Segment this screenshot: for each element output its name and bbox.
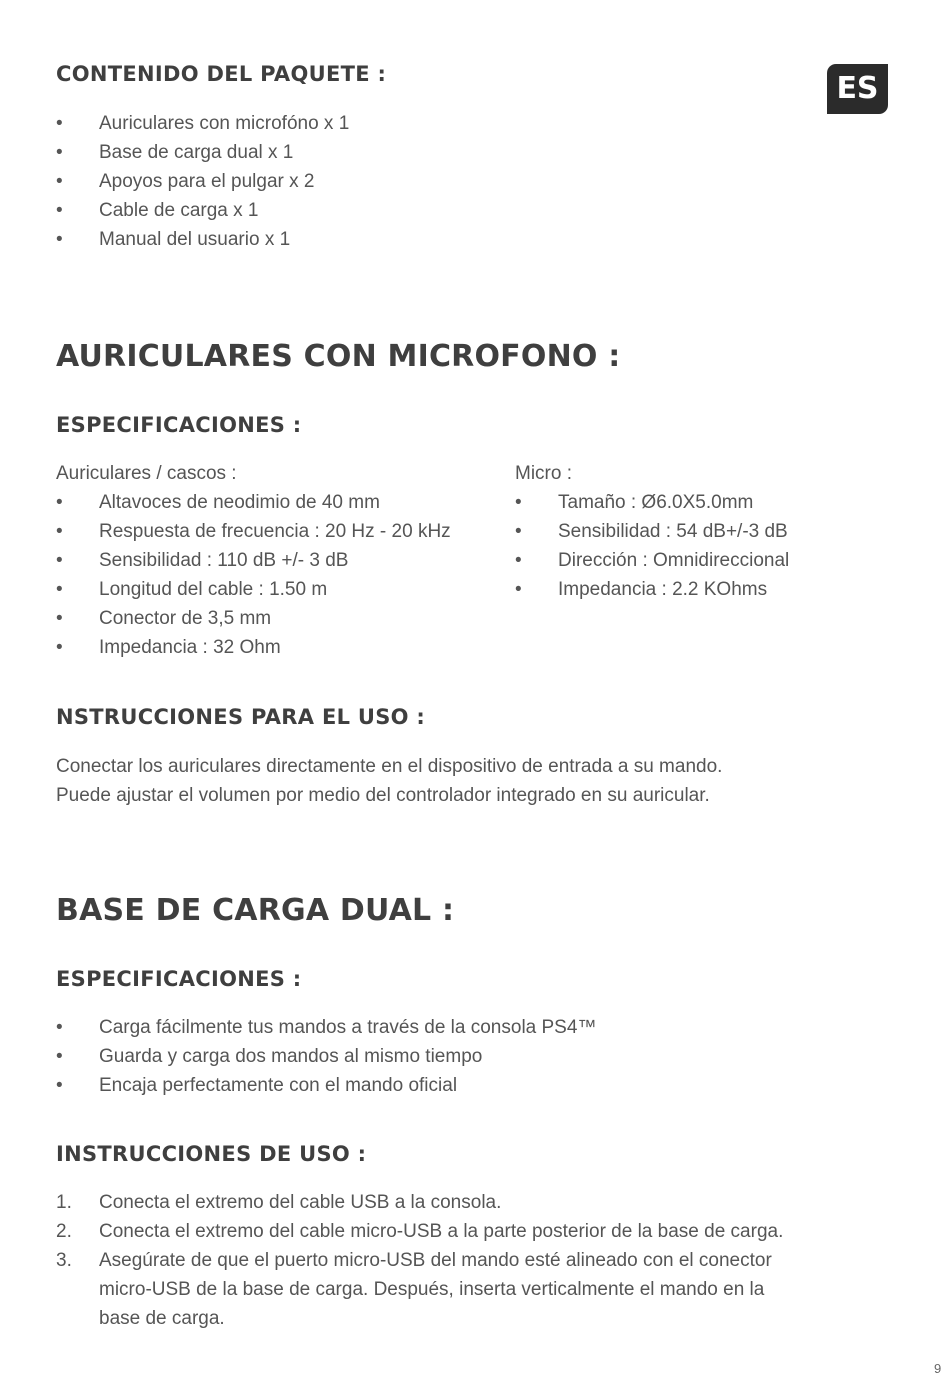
charger-usage-heading: INSTRUCCIONES DE USO :	[56, 1142, 367, 1166]
bullet-icon: •	[56, 1075, 63, 1096]
bullet-icon: •	[56, 492, 63, 513]
bullet-icon: •	[56, 1046, 63, 1067]
headset-specs-heading: ESPECIFICACIONES :	[56, 413, 302, 437]
bullet-icon: •	[515, 579, 522, 600]
bullet-icon: •	[56, 200, 63, 221]
manual-page: ES CONTENIDO DEL PAQUETE : • Auriculares con microfóno x 1 • Base de carga dual x 1 • Apoyos para el pulgar x 2 • Cable de carga x 1 • Manual del usuario x 1 AURICULARES CON MICROFONO : ESPECIFICACIONES : Auriculares / cascos : • Altavoces de neodimio de 40 mm • Respuesta de frecuencia : 20 Hz - 20 kHz • Sensibilidad : 110 dB +/- 3 dB • Longitud del cable : 1.50 m • Conector de 3,5 mm • Impedancia : 32 Ohm Micro : • Tamaño : Ø6.0X5.0mm • Sensibilidad : 54 dB+/-3 dB • Dirección : Omnidireccional • Impedancia : 2.2 KOhms NSTRUCCIONES PARA EL USO : Conectar los auriculares directamente en el dispositivo de entrada a su mando. Puede ajustar el volumen por medio del controlador integrado en su auricular. BASE DE CARGA DUAL : ESPECIFICACIONES : • Carga fácilmente tus mandos a través de la consola PS4™ • Guarda y carga dos mandos al mismo tiempo • Encaja perfectamente con el mando oficial INSTRUCCIONES DE USO : 1. Conecta el extremo del cable USB a la consola. 2. Conecta el extremo del cable micro-USB a la parte posterior de la base de carga. 3. Asegúrate de que el puerto micro-USB del mando esté alineado con el conector micro-USB de la base de carga. Después, inserta verticalmente el mando en la base de carga. 9	[56, 62, 942, 1376]
bullet-icon: •	[56, 637, 63, 658]
headphones-label: Auriculares / cascos :	[56, 463, 237, 484]
charger-section-heading: BASE DE CARGA DUAL :	[56, 893, 455, 928]
bullet-icon: •	[56, 1017, 63, 1038]
bullet-icon: •	[515, 492, 522, 513]
page-number: 9	[934, 1361, 942, 1376]
instructions-line: Conectar los auriculares directamente en el dispositivo de entrada a su mando.	[56, 756, 723, 777]
headset-section-heading: AURICULARES CON MICROFONO :	[56, 339, 621, 374]
bullet-icon: •	[56, 579, 63, 600]
bullet-icon: •	[56, 142, 63, 163]
bullet-icon: •	[56, 521, 63, 542]
bullet-icon: •	[515, 550, 522, 571]
microphone-label: Micro :	[515, 463, 572, 484]
bullet-icon: •	[56, 229, 63, 250]
bullet-icon: •	[56, 608, 63, 629]
bullet-icon: •	[56, 550, 63, 571]
bullet-icon: •	[515, 521, 522, 542]
language-badge: ES	[827, 64, 888, 114]
package-contents-heading: CONTENIDO DEL PAQUETE :	[56, 62, 387, 86]
charger-specs-heading: ESPECIFICACIONES :	[56, 967, 302, 991]
bullet-icon: •	[56, 113, 63, 134]
instructions-line: Puede ajustar el volumen por medio del controlador integrado en su auricular.	[56, 785, 710, 806]
bullet-icon: •	[56, 171, 63, 192]
headset-instructions-heading: NSTRUCCIONES PARA EL USO :	[56, 705, 426, 729]
